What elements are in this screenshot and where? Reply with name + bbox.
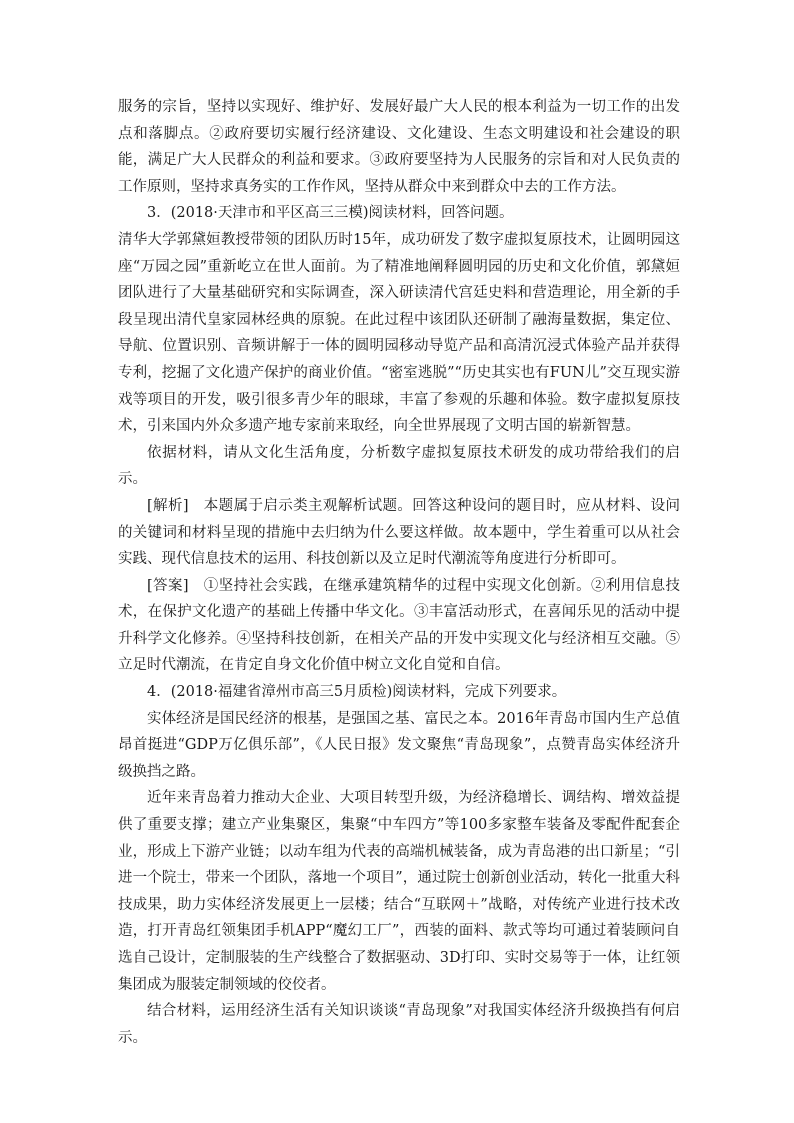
question-4-prompt: 结合材料，运用经济生活有关知识谈谈“青岛现象”对我国实体经济升级换挡有何启示。 bbox=[118, 1003, 680, 1046]
document-page bbox=[118, 94, 680, 1051]
question-3-heading: 3．(2018·天津市和平区高三三模)阅读材料，回答问题。 bbox=[147, 205, 514, 222]
question-3-analysis: [解析] 本题属于启示类主观解析试题。回答这种设问的题目时，应从材料、设问的关键词和材料呈现的措施中去归纳为什么要这样做。故本题中，学生着重可以从社会实践、现代信息技术的运用、科技创新以及立足时代潮流等角度进行分析即可。 bbox=[118, 497, 680, 568]
question-4-heading: 4．(2018·福建省漳州市高三5月质检)阅读材料，完成下列要求。 bbox=[147, 684, 567, 701]
question-3-answer: [答案] ①坚持社会实践，在继承建筑精华的过程中实现文化创新。②利用信息技术，在保护文化遗产的基础上传播中华文化。③丰富活动形式，在喜闻乐见的活动中提升科学文化修养。④坚持科技创新，在相关产品的开发中实现文化与经济相互交融。⑤立足时代潮流，在肯定自身文化价值中树立文化自觉和自信。 bbox=[118, 577, 680, 674]
question-4-material-2: 近年来青岛着力推动大企业、大项目转型升级，为经济稳增长、调结构、增效益提供了重要支撑；建立产业集聚区，集聚“中车四方”等100多家整车装备及零配件配套企业，形成上下游产业链；以动车组为代表的高端机械装备，成为青岛港的出口新星；“引进一个院士，带来一个团队，落地一个项目”，通过院士创新创业活动，转化一批重大科技成果，助力实体经济发展更上一层楼；结合“互联网＋”战略，对传统产业进行技术改造，打开青岛红领集团手机APP“魔幻工厂”，西装的面料、款式等均可通过着装顾问自选自己设计，定制服装的生产线整合了数据驱动、3D打印、实时交易等于一体，让红领集团成为服装定制领域的佼佼者。 bbox=[118, 790, 680, 993]
paragraph-answer-continuation: 服务的宗旨，坚持以实现好、维护好、发展好最广大人民的根本利益为一切工作的出发点和落脚点。②政府要切实履行经济建设、文化建设、生态文明建设和社会建设的职能，满足广大人民群众的利益和要求。③政府要坚持为人民服务的宗旨和对人民负责的工作原则，坚持求真务实的工作作风，坚持从群众中来到群众中去的工作方法。 bbox=[118, 99, 680, 195]
question-3-material: 清华大学郭黛姮教授带领的团队历时15年，成功研发了数字虚拟复原技术，让圆明园这座“万园之园”重新屹立在世人面前。为了精准地阐释圆明园的历史和文化价值，郭黛姮团队进行了大量基础研究和实际调查，深入研读清代宫廷史料和营造理论，用全新的手段呈现出清代皇家园林经典的原貌。在此过程中该团队还研制了融海量数据，集定位、导航、位置识别、音频讲解于一体的圆明园移动导览产品和高清沉浸式体验产品并获得专利，挖掘了文化遗产保护的商业价值。“密室逃脱”“历史其实也有FUN儿”交互现实游戏等项目的开发，吸引很多青少年的眼球，丰富了参观的乐趣和体验。数字虚拟复原技术，引来国内外众多遗产地专家前来取经，向全世界展现了文明古国的崭新智慧。 bbox=[118, 231, 680, 435]
question-3-prompt: 依据材料，请从文化生活角度，分析数字虚拟复原技术研发的成功带给我们的启示。 bbox=[118, 444, 680, 488]
question-4-material-1: 实体经济是国民经济的根基，是强国之基、富民之本。2016年青岛市国内生产总值昂首挺进“GDP万亿俱乐部”，《人民日报》发文聚焦“青岛现象”，点赞青岛实体经济升级换挡之路。 bbox=[118, 710, 680, 780]
